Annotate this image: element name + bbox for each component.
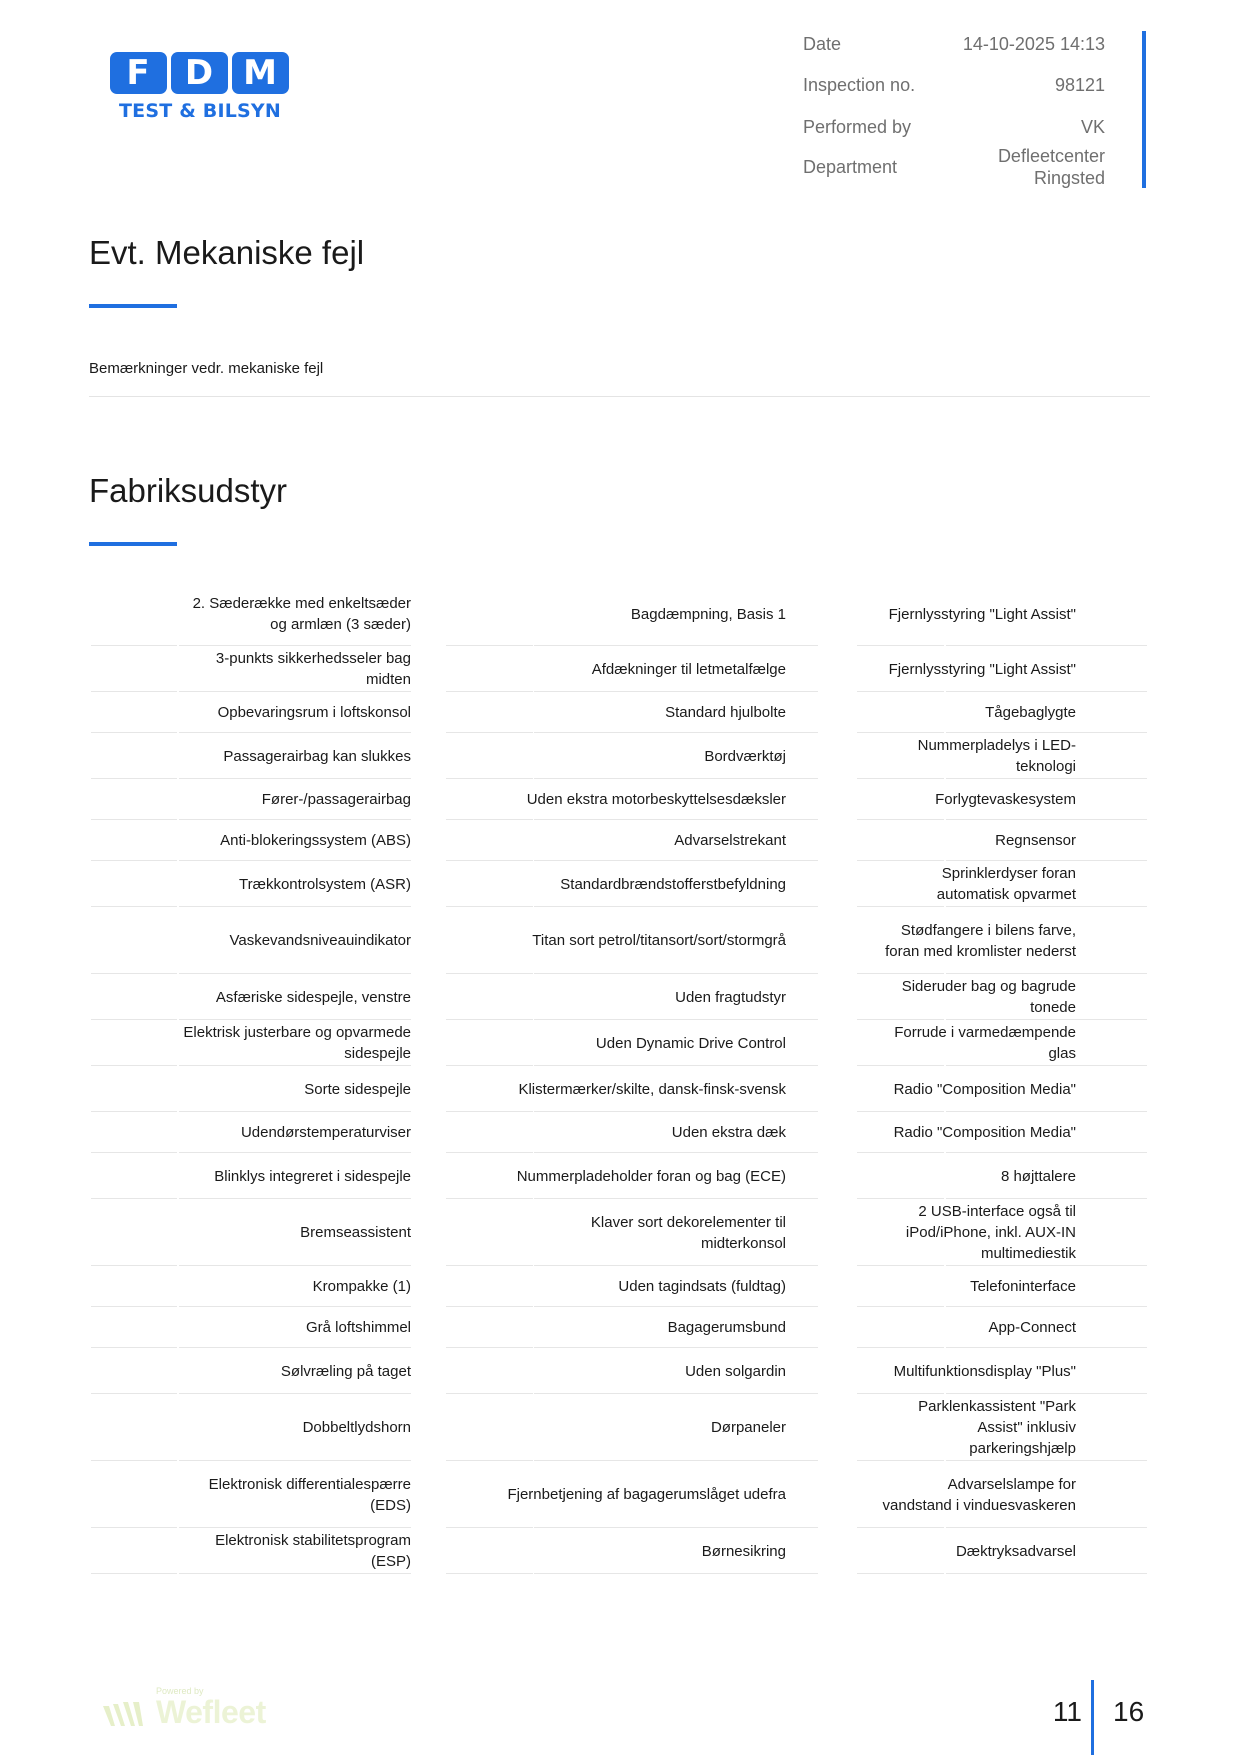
equipment-item (875, 861, 1076, 907)
remarks-divider (89, 396, 1150, 397)
equipment-item-label: Advarselslampe for vandstand i vinduesvaskeren (882, 1475, 1076, 1514)
equipment-item-label: Sølvræling på taget (280, 1362, 411, 1380)
fdm-logo-letter: F (110, 52, 167, 94)
equipment-item (502, 861, 786, 907)
equipment-item-label: Multifunktionsdisplay "Plus" (893, 1362, 1076, 1380)
equipment-item (875, 1394, 1076, 1461)
meta-row-inspection-no (803, 58, 1105, 112)
equipment-item (179, 907, 411, 974)
equipment-item-label: Klistermærker/skilte, dansk-finsk-svensk (518, 1080, 786, 1098)
wefleet-brand: Wefleet (156, 1694, 266, 1730)
equipment-item-label: Advarselstrekant (674, 832, 786, 849)
equipment-row (91, 1461, 1149, 1528)
equipment-row (91, 1153, 1149, 1199)
equipment-item-label: Standard hjulbolte (665, 704, 786, 721)
equipment-item (179, 820, 411, 861)
equipment-item (875, 692, 1076, 733)
equipment-item (875, 646, 1076, 692)
equipment-item (875, 779, 1076, 820)
equipment-item-label: 2 USB-interface også til iPod/iPhone, inkl. AUX-IN multimediestik (905, 1203, 1076, 1262)
equipment-row (91, 1266, 1149, 1307)
meta-label: Inspection no. (803, 75, 916, 95)
equipment-item (179, 1066, 411, 1112)
equipment-item-label: Bagdæmpning, Basis 1 (630, 605, 786, 623)
equipment-item (179, 1461, 411, 1528)
equipment-item (179, 1266, 411, 1307)
equipment-row (91, 861, 1149, 907)
equipment-item (179, 1199, 411, 1266)
fdm-logo-letter: M (232, 52, 289, 94)
remarks-label: Bemærkninger vedr. mekaniske fejl (89, 360, 324, 377)
equipment-item (179, 1394, 411, 1461)
equipment-item (179, 692, 411, 733)
equipment-item (875, 1020, 1076, 1066)
meta-value: VK (1080, 117, 1105, 137)
equipment-item (179, 861, 411, 907)
meta-value: 98121 (1054, 75, 1105, 95)
equipment-item-label: Opbevaringsrum i loftskonsol (217, 704, 411, 721)
equipment-item (502, 974, 786, 1020)
equipment-item (875, 582, 1076, 646)
equipment-item-label: Afdækninger til letmetalfælge (591, 660, 786, 678)
equipment-item (875, 1153, 1076, 1199)
equipment-row (91, 582, 1149, 646)
equipment-item (179, 1348, 411, 1394)
row-divider (534, 1573, 818, 1574)
equipment-row (91, 974, 1149, 1020)
equipment-item (502, 1112, 786, 1153)
equipment-item (179, 1112, 411, 1153)
equipment-item (179, 1307, 411, 1348)
equipment-item (179, 974, 411, 1020)
equipment-row (91, 1020, 1149, 1066)
wefleet-logo (101, 1686, 281, 1736)
equipment-item (502, 1066, 786, 1112)
equipment-item (179, 1528, 411, 1574)
equipment-item (502, 779, 786, 820)
equipment-row (91, 820, 1149, 861)
equipment-item-label: 3-punkts sikkerhedsseler bag midten (215, 650, 411, 688)
page-number-separator (1091, 1680, 1094, 1755)
equipment-row (91, 1199, 1149, 1266)
fdm-logo-subtitle: TEST & BILSYN (119, 100, 281, 122)
equipment-item-label: Elektrisk justerbare og opvarmede sidespejle (183, 1024, 411, 1062)
equipment-row (91, 1307, 1149, 1348)
equipment-item (875, 733, 1076, 779)
equipment-item-label: Bremseassistent (300, 1224, 411, 1241)
equipment-item-label: Uden solgardin (685, 1362, 786, 1380)
equipment-item-label: Anti-blokeringssystem (ABS) (220, 832, 411, 849)
equipment-item-label: Sprinklerdyser foran automatisk opvarmet (936, 865, 1076, 903)
equipment-row (91, 646, 1149, 692)
equipment-row (91, 1112, 1149, 1153)
equipment-item (875, 1112, 1076, 1153)
equipment-row (91, 779, 1149, 820)
equipment-row (91, 733, 1149, 779)
equipment-item-label: Passagerairbag kan slukkes (223, 747, 411, 765)
equipment-row (91, 1066, 1149, 1112)
equipment-item-label: Uden fragtudstyr (675, 988, 786, 1006)
meta-label: Department (803, 157, 898, 177)
page-number-current: 11 (1052, 1696, 1082, 1727)
equipment-item-label: Sideruder bag og bagrude tonede (901, 978, 1076, 1016)
wefleet-wing-icon (101, 1700, 149, 1728)
equipment-item-label: Asfæriske sidespejle, venstre (215, 988, 411, 1006)
page-number-total: 16 (1113, 1696, 1145, 1727)
equipment-item-label: Parklenkassistent "Park Assist" inklusiv parkeringshjælp (918, 1398, 1076, 1457)
equipment-item (502, 1199, 786, 1266)
equipment-item-label: Udendørstemperaturviser (240, 1124, 411, 1141)
equipment-item-label: Uden Dynamic Drive Control (595, 1034, 786, 1052)
equipment-item (179, 733, 411, 779)
equipment-item-label: 8 højttalere (1000, 1167, 1076, 1185)
meta-row-performed-by (803, 112, 1105, 142)
equipment-item-label: Forrude i varmedæmpende glas (894, 1024, 1076, 1062)
equipment-item (502, 692, 786, 733)
row-divider (446, 1573, 533, 1574)
equipment-item (875, 974, 1076, 1020)
equipment-item (875, 1266, 1076, 1307)
equipment-item (502, 733, 786, 779)
equipment-item (502, 1153, 786, 1199)
equipment-item (875, 1307, 1076, 1348)
equipment-item-label: Nummerpladelys i LED-teknologi (917, 737, 1076, 775)
equipment-item-label: Radio "Composition Media" (893, 1124, 1076, 1141)
equipment-item-label: Fjernlysstyring "Light Assist" (888, 660, 1076, 678)
row-divider (946, 1573, 1147, 1574)
equipment-item-label: Dørpaneler (710, 1419, 786, 1436)
equipment-item-label: Dæktryksadvarsel (955, 1542, 1076, 1560)
equipment-item-label: Sorte sidespejle (304, 1080, 411, 1098)
equipment-item-label: Bordværktøj (704, 747, 786, 765)
section-title-factory-equipment: Fabriksudstyr (89, 472, 288, 509)
equipment-item-label: Tågebaglygte (985, 704, 1076, 721)
equipment-row (91, 907, 1149, 974)
equipment-item-label: App-Connect (988, 1319, 1076, 1336)
fdm-logo (110, 52, 290, 122)
meta-accent-bar (1142, 31, 1146, 188)
meta-label: Performed by (803, 117, 912, 137)
equipment-item (875, 1461, 1076, 1528)
row-divider (91, 1573, 177, 1574)
equipment-item (875, 1528, 1076, 1574)
equipment-item-label: Grå loftshimmel (305, 1319, 411, 1336)
equipment-item (875, 1199, 1076, 1266)
equipment-row (91, 1528, 1149, 1574)
fdm-logo-letter: D (171, 52, 228, 94)
equipment-item (502, 1394, 786, 1461)
equipment-item (502, 820, 786, 861)
equipment-item-label: Nummerpladeholder foran og bag (ECE) (516, 1167, 786, 1185)
equipment-item (502, 1307, 786, 1348)
row-divider (857, 1573, 944, 1574)
equipment-item (179, 1020, 411, 1066)
equipment-item (875, 1348, 1076, 1394)
equipment-item-label: Fjernbetjening af bagagerumslåget udefra (507, 1486, 786, 1503)
equipment-item (502, 1348, 786, 1394)
equipment-item (875, 907, 1076, 974)
equipment-item-label: Blinklys integreret i sidespejle (214, 1167, 411, 1185)
equipment-item (502, 907, 786, 974)
meta-row-date (803, 30, 1105, 58)
factory-equipment-grid (91, 582, 1149, 1574)
equipment-item (502, 646, 786, 692)
equipment-row (91, 692, 1149, 733)
equipment-item-label: Fører-/passagerairbag (261, 791, 411, 808)
equipment-item-label: Børnesikring (701, 1542, 786, 1560)
equipment-item (179, 646, 411, 692)
equipment-item-label: Uden ekstra dæk (671, 1124, 786, 1141)
equipment-item-label: Krompakke (1) (312, 1278, 411, 1295)
fdm-logo-letters (110, 52, 290, 94)
equipment-item-label: Uden ekstra motorbeskyttelsesdæksler (526, 791, 786, 808)
equipment-item (179, 582, 411, 646)
inspection-meta (803, 30, 1105, 192)
meta-row-department (803, 142, 1105, 192)
equipment-item-label: 2. Sæderække med enkeltsæder og armlæn (3 sæder) (192, 595, 411, 633)
equipment-item (502, 1266, 786, 1307)
meta-value: 14-10-2025 14:13 (962, 34, 1105, 54)
equipment-item-label: Vaskevandsniveauindikator (229, 932, 411, 949)
equipment-item-label: Telefoninterface (970, 1278, 1076, 1295)
equipment-item-label: Uden tagindsats (fuldtag) (618, 1278, 786, 1295)
equipment-item-label: Stødfangere i bilens farve, foran med kromlister nederst (885, 921, 1076, 960)
section-accent-line (89, 542, 177, 546)
row-divider (179, 1573, 411, 1574)
equipment-row (91, 1348, 1149, 1394)
equipment-item-label: Fjernlysstyring "Light Assist" (888, 605, 1076, 623)
equipment-item-label: Standardbrændstofferstbefyldning (560, 875, 786, 893)
equipment-item (179, 1153, 411, 1199)
powered-by-label: Powered by (156, 1686, 204, 1696)
section-title-mechanical-faults: Evt. Mekaniske fejl (89, 234, 365, 271)
equipment-item-label: Bagagerumsbund (667, 1319, 786, 1336)
equipment-row (91, 1394, 1149, 1461)
equipment-item-label: Forlygtevaskesystem (935, 791, 1076, 808)
equipment-item (502, 582, 786, 646)
equipment-item-label: Klaver sort dekorelementer til midterkonsol (590, 1213, 786, 1252)
equipment-item (875, 820, 1076, 861)
equipment-item-label: Radio "Composition Media" (893, 1080, 1076, 1098)
equipment-item-label: Elektronisk differentialespærre (EDS) (208, 1475, 411, 1514)
section-accent-line (89, 304, 177, 308)
equipment-item (875, 1066, 1076, 1112)
equipment-item (502, 1528, 786, 1574)
equipment-item (179, 779, 411, 820)
equipment-item-label: Dobbeltlydshorn (302, 1419, 411, 1436)
meta-value: Defleetcenter Ringsted (997, 146, 1105, 188)
equipment-item (502, 1020, 786, 1066)
meta-label: Date (803, 34, 842, 54)
equipment-item (502, 1461, 786, 1528)
equipment-item-label: Regnsensor (995, 832, 1076, 849)
equipment-item-label: Elektronisk stabilitetsprogram (ESP) (215, 1532, 411, 1570)
equipment-item-label: Titan sort petrol/titansort/sort/stormgrå (532, 932, 786, 949)
equipment-item-label: Trækkontrolsystem (ASR) (239, 875, 411, 893)
